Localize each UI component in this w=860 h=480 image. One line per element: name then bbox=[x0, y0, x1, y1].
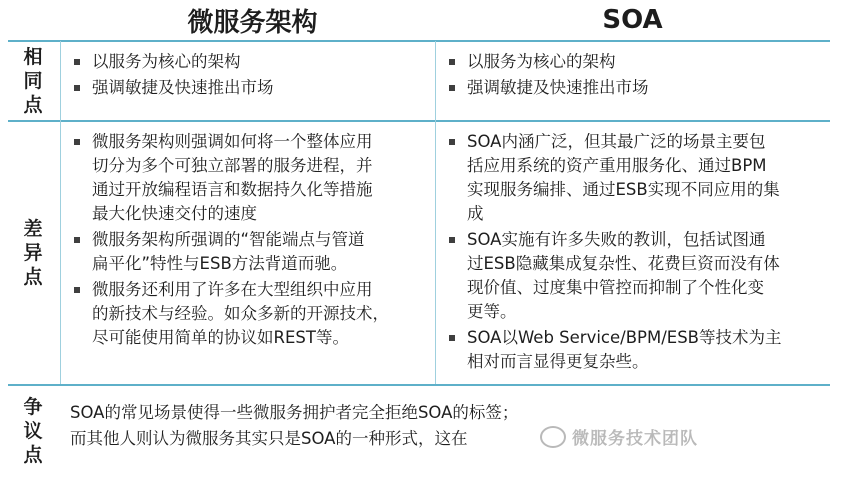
line: 成 bbox=[467, 204, 484, 223]
line: 最大化快速交付的速度 bbox=[92, 204, 257, 223]
line: 通过开放编程语言和数据持久化等措施 bbox=[92, 180, 373, 199]
row-label-diff bbox=[8, 122, 58, 384]
bullet-item: 强调敏捷及快速推出市场 bbox=[70, 76, 430, 100]
bullet-item bbox=[70, 228, 430, 276]
divider-label bbox=[60, 41, 61, 384]
line: SOA实施有许多失败的教训，包括试图通 bbox=[467, 230, 766, 249]
line: 过ESB隐藏集成复杂性、花费巨资而没有体 bbox=[467, 254, 780, 273]
header-soa: SOA bbox=[602, 5, 663, 35]
row-label-dispute-char: 点 bbox=[23, 444, 43, 466]
line: 扁平化”特性与ESB方法背道而驰。 bbox=[92, 254, 348, 273]
divider-columns bbox=[435, 41, 436, 384]
line: 切分为多个可独立部署的服务进程，并 bbox=[92, 156, 373, 175]
row-label-same-char: 相 bbox=[23, 46, 43, 68]
same-left-cell bbox=[70, 50, 430, 102]
row-label-diff-char: 差 bbox=[23, 218, 43, 240]
row-label-diff-char: 异 bbox=[23, 242, 43, 264]
bullet-item: 以服务为核心的架构 bbox=[445, 50, 825, 74]
watermark-text: 微服务技术团队 bbox=[572, 429, 698, 449]
bullet-item bbox=[70, 130, 430, 226]
line: 的新技术与经验。如众多新的开源技术， bbox=[92, 304, 389, 323]
dispute-text bbox=[70, 400, 518, 452]
line: 现价值、过度集中管控而抑制了个性化变 bbox=[467, 278, 764, 297]
line: 微服务架构则强调如何将一个整体应用 bbox=[92, 132, 373, 151]
dispute-line: 而其他人则认为微服务其实只是SOA的一种形式，这在 bbox=[70, 429, 468, 448]
row-label-same-char: 同 bbox=[23, 70, 43, 92]
line: 更等。 bbox=[467, 302, 517, 321]
line: 微服务架构所强调的“智能端点与管道 bbox=[92, 230, 365, 249]
header-microservices: 微服务架构 bbox=[187, 7, 318, 38]
row-label-same-char: 点 bbox=[23, 94, 43, 116]
line: 括应用系统的资产重用服务化、通过BPM bbox=[467, 156, 767, 175]
rule-same-diff bbox=[8, 120, 830, 122]
watermark bbox=[540, 424, 698, 449]
dispute-line: SOA的常见场景使得一些微服务拥护者完全拒绝SOA的标签； bbox=[70, 403, 519, 422]
bullet-item: 强调敏捷及快速推出市场 bbox=[445, 76, 825, 100]
line: 实现服务编排、通过ESB实现不同应用的集 bbox=[467, 180, 780, 199]
diff-left-cell bbox=[70, 130, 430, 352]
row-label-diff-char: 点 bbox=[23, 266, 43, 288]
line: SOA以Web Service/BPM/ESB等技术为主 bbox=[467, 328, 782, 347]
bullet-item: 以服务为核心的架构 bbox=[70, 50, 430, 74]
row-label-dispute-char: 争 bbox=[23, 396, 43, 418]
line: SOA内涵广泛，但其最广泛的场景主要包 bbox=[467, 132, 766, 151]
row-label-dispute bbox=[8, 386, 58, 476]
bullet-item bbox=[70, 278, 430, 350]
bullet-item bbox=[445, 326, 830, 374]
line: 相对而言显得更复杂些。 bbox=[467, 352, 649, 371]
wechat-icon bbox=[540, 426, 566, 448]
same-right-cell bbox=[445, 50, 825, 102]
line: 尽可能使用简单的协议如REST等。 bbox=[92, 328, 349, 347]
line: 微服务还利用了许多在大型组织中应用 bbox=[92, 280, 373, 299]
bullet-item bbox=[445, 228, 830, 324]
bullet-item bbox=[445, 130, 830, 226]
row-label-same bbox=[8, 42, 58, 120]
row-label-dispute-char: 议 bbox=[23, 420, 43, 442]
rule-top bbox=[8, 40, 830, 42]
diff-right-cell bbox=[445, 130, 830, 376]
rule-diff-dispute bbox=[8, 384, 830, 386]
